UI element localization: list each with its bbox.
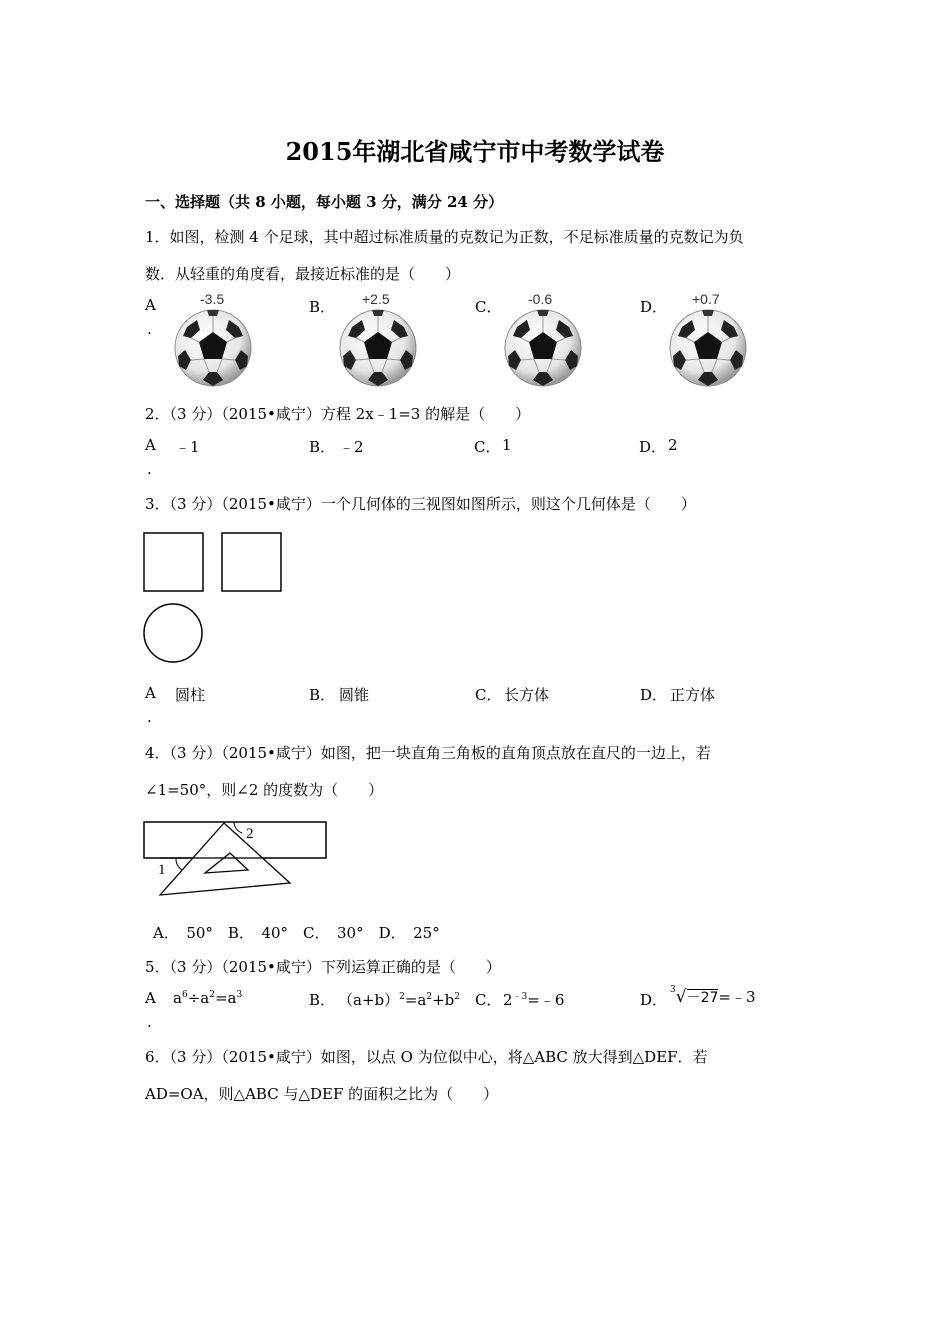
front-view-square bbox=[144, 533, 203, 591]
q1-option-b-letter[interactable]: B． bbox=[309, 298, 336, 316]
soccer-ball-icon bbox=[173, 308, 253, 388]
q5-stem: 5．（3 分）（2015•咸宁）下列运算正确的是（ ） bbox=[145, 958, 501, 976]
soccer-ball-icon bbox=[503, 308, 583, 388]
q5-option-d-letter[interactable]: D． bbox=[640, 991, 668, 1009]
q2-option-b-text: ﹣2 bbox=[339, 438, 364, 456]
q2-option-b-letter[interactable]: B． bbox=[309, 438, 336, 456]
q3-option-b-letter[interactable]: B． bbox=[309, 686, 336, 704]
q3-option-d-letter[interactable]: D． bbox=[640, 686, 668, 704]
q3-option-c-text: 长方体 bbox=[504, 686, 550, 704]
q5-option-b-letter[interactable]: B． bbox=[309, 991, 336, 1009]
q1-stem-line1: 1．如图，检测 4 个足球，其中超过标准质量的克数记为正数，不足标准质量的克数记为负 bbox=[145, 228, 744, 246]
q1-option-c-letter[interactable]: C． bbox=[475, 298, 502, 316]
page-title: 2015年湖北省咸宁市中考数学试卷 bbox=[285, 137, 665, 166]
q1-option-b-value: +2.5 bbox=[362, 291, 390, 307]
q2-stem: 2．（3 分）（2015•咸宁）方程 2x﹣1=3 的解是（ ） bbox=[145, 405, 531, 423]
q2-option-a-text: ﹣1 bbox=[175, 438, 200, 456]
q1-option-a-letter[interactable]: A bbox=[145, 296, 156, 314]
soccer-ball-icon bbox=[338, 308, 418, 388]
q3-option-c-letter[interactable]: C． bbox=[475, 686, 502, 704]
q2-option-d-letter[interactable]: D． bbox=[639, 438, 667, 456]
q3-option-a-dot: . bbox=[147, 708, 152, 726]
q2-option-d-text: 2 bbox=[668, 436, 678, 454]
q3-option-a-text: 圆柱 bbox=[175, 686, 206, 704]
q2-option-a-letter[interactable]: A bbox=[145, 436, 156, 454]
section-heading: 一、选择题（共 8 小题，每小题 3 分，满分 24 分） bbox=[145, 193, 504, 211]
q1-option-d-letter[interactable]: D． bbox=[640, 298, 668, 316]
q4-stem-line2: ∠1=50°，则∠2 的度数为（ ） bbox=[145, 781, 384, 799]
q5-option-a-expr: $a^6\div a^2=a^3$ bbox=[173, 989, 243, 1007]
q3-option-b-text: 圆锥 bbox=[339, 686, 370, 704]
q5-option-d-expr: $^3$√－27=﹣3 bbox=[670, 985, 756, 1007]
q4-options[interactable]: A． 50° B． 40° C． 30° D． 25° bbox=[153, 924, 440, 942]
q4-stem-line1: 4．（3 分）（2015•咸宁）如图，把一块直角三角板的直角顶点放在直尺的一边上，若 bbox=[145, 744, 711, 762]
q1-option-c-value: -0.6 bbox=[528, 291, 553, 307]
q1-option-a-value: -3.5 bbox=[200, 291, 225, 307]
q3-option-d-text: 正方体 bbox=[670, 686, 716, 704]
q6-stem-line1: 6．（3 分）（2015•咸宁）如图，以点 O 为位似中心，将△ABC 放大得到△DEF．若 bbox=[145, 1048, 708, 1066]
angle-1-label: 1 bbox=[158, 862, 166, 878]
q1-option-d-value: +0.7 bbox=[692, 291, 720, 307]
ruler-triangle-figure bbox=[140, 815, 335, 900]
q2-option-c-text: 1 bbox=[502, 436, 512, 454]
q5-option-c-expr: $2^{﹣3}=﹣6$ bbox=[503, 991, 565, 1009]
q2-option-a-dot: . bbox=[147, 460, 152, 478]
q6-stem-line2: AD=OA，则△ABC 与△DEF 的面积之比为（ ） bbox=[145, 1085, 499, 1103]
q5-option-c-letter[interactable]: C． bbox=[475, 991, 502, 1009]
side-view-square bbox=[222, 533, 281, 591]
top-view-circle bbox=[144, 604, 202, 662]
three-view-figure bbox=[140, 528, 290, 668]
q2-option-c-letter[interactable]: C． bbox=[474, 438, 501, 456]
q1-stem-line2: 数．从轻重的角度看，最接近标准的是（ ） bbox=[145, 265, 461, 283]
q3-stem: 3．（3 分）（2015•咸宁）一个几何体的三视图如图所示，则这个几何体是（ ） bbox=[145, 495, 696, 513]
q3-option-a-letter[interactable]: A bbox=[145, 684, 156, 702]
q5-option-a-dot: . bbox=[147, 1013, 152, 1031]
soccer-ball-icon bbox=[668, 308, 748, 388]
q1-option-a-dot: . bbox=[147, 320, 152, 338]
q5-option-b-expr: $(a+b)^2=a^2+b^2$ bbox=[338, 991, 461, 1009]
angle-2-label: 2 bbox=[246, 826, 254, 842]
q5-option-a-letter[interactable]: A bbox=[145, 989, 156, 1007]
